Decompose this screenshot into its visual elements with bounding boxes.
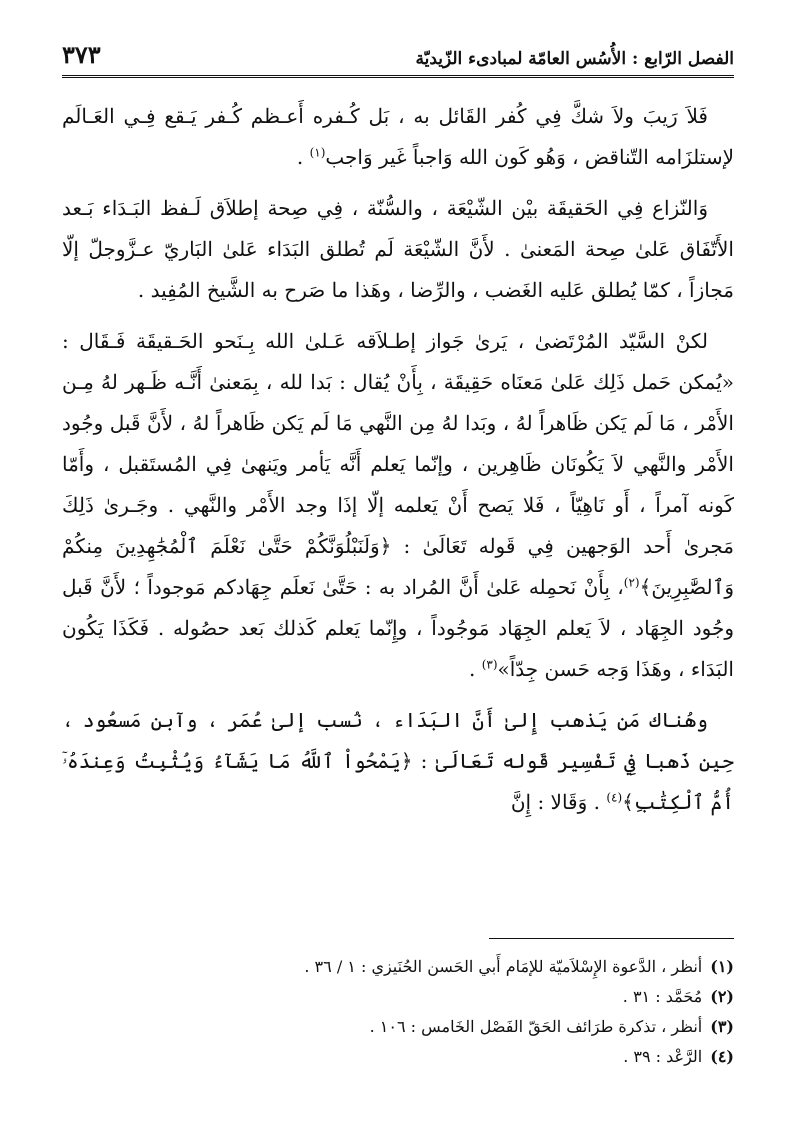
- footnote: [62, 1012, 734, 1042]
- footnote-divider: [489, 938, 734, 939]
- paragraph: [62, 700, 734, 823]
- footnote: [62, 1042, 734, 1072]
- paragraph-tail: ، بِأَنْ نَحمِله عَلىٰ أَنَّ المُراد به : حَتَّىٰ نَعلَم جِهَادكم مَوجوداً ؛ لأَنَّ قَبل وجُود الجِهَاد ، لاَ يَعلم الجِهَاد مَوجُوداً ، وإِنّما يَعلم كَذلك بَعد حصُوله . فَكَذَا يَكُون البَدَاء ، وهَذَا وَجه حَسن جِدّاً»: [62, 575, 734, 681]
- footnote-text: الرَّعْد : ٣٩ .: [623, 1047, 703, 1066]
- paragraph: [62, 96, 734, 178]
- paragraph-tail: .: [468, 657, 482, 681]
- footnote-text: أنظر ، تذكرة طرَائف الحَقّ الفَصْل الخَامس : ١٠٦ .: [369, 1017, 703, 1036]
- footnote-number: (٢): [710, 987, 734, 1006]
- page-header: [62, 30, 734, 78]
- footnote: [62, 982, 734, 1012]
- footnote-text: مُحَمَّد : ٣١ .: [622, 987, 703, 1006]
- paragraph-text: وهُناك مَن يَذهب إِلىٰ أَنَّ البَدَاء ، نُسب إلىٰ عُمَر ، وآبن مَسعُود ، حِين ذَهبا فِي تَفْسِير قَوله تَعَالَىٰ : ﴿يَمْحُواْ ٱللَّهُ مَا يَشَآءُ وَيُثْبِتُ وَعِندَهُۥٓ أُمُّ ٱلْكِتَٰبِ﴾: [62, 708, 734, 814]
- paragraph-text: لكنْ السَّيّد المُرْتَضىٰ ، يَرىٰ جَواز إطـلاَقه عَـلىٰ الله بِـنَحو الحَـقيقَة فَـقَال : «يُمكن حَمل ذَلِك عَلىٰ مَعنَاه حَقِيقَة ، بِأَنْ يُقال : بَدا لله ، بِمَعنىٰ أَنَّـه ظَـهر لهُ مِـن الأَمْر ، مَا لَم يَكن ظَاهراً لهُ ، وبَدا لهُ مِن النَّهي مَا لَم يَكن ظَاهراً لهُ ، لأَنَّ قَبل وجُود الأَمْر والنَّهي لاَ يَكُونَان ظَاهِرين ، وإنّما يَعلم أَنَّه يَأمر ويَنهىٰ فِي المُستَقبل ، وأَمّا كَونه آمراً ، أَو نَاهِيّاً ، فَلا يَصح أَنْ يَعلمه إلّا إذَا وجد الأَمْر والنَّهي . وجَـرىٰ ذَلِكَ مَجرىٰ أَحد الوَجهين فِي قَوله تَعَالَىٰ : ﴿وَلَنَبْلُوَنَّكُمْ حَتَّىٰ نَعْلَمَ ٱلْمُجَٰهِدِينَ مِنكُمْ وَٱلصَّٰبِرِينَ﴾: [62, 329, 734, 599]
- running-title: الفصل الرّابع : الأُسُس العامّة لمبادىء الزّيديّة: [415, 49, 734, 69]
- paragraph-tail: . وَقَالا : إِنَّ: [510, 790, 607, 814]
- main-text: [62, 96, 734, 833]
- paragraph-text: وَالنّزاع فِي الحَقيقَة بيْن الشّيْعَة ، والسُّنّة ، فِي صِحة إطلاَق لَـفظ البَـدَاء بَـعد الأَتّفَاق عَلىٰ صِحة المَعنىٰ . لأَنَّ الشّيْعَة لَم تُطلق البَدَاء عَلىٰ البَاريّ عـزَّوجلّ إلّا مَجازاً ، كمّا يُطلق عَليه الغَضب ، والرِّضا ، وهَذا ما صَرح به الشَّيخ المُفِيد .: [62, 196, 734, 302]
- footnote-ref: (٣): [481, 657, 498, 672]
- paragraph-tail: .: [296, 145, 310, 169]
- footnotes: [62, 952, 734, 1072]
- paragraph: [62, 188, 734, 311]
- footnote-ref: (٢): [623, 575, 640, 590]
- footnote-ref: (١): [309, 145, 326, 160]
- paragraph-text: فَلاَ رَيبَ ولاَ شكَّ فِي كُفر القَائل به ، بَل كُـفره أَعـظم كُـفر يَـقع فِـي العَـالَم لإستلزَامه التّناقض ، وَهُو كَون الله وَاجباً غَير وَاجب: [62, 104, 734, 169]
- footnote-text: أنظر ، الدَّعوة الإِسْلاَميّة للإمَام أَبي الحَسن الحُنَيزي : ١ / ٣٦ .: [304, 957, 703, 976]
- footnote: [62, 952, 734, 982]
- footnote-ref: (٤): [606, 790, 623, 805]
- paragraph: [62, 321, 734, 690]
- page-number: ٣٧٣: [62, 40, 101, 69]
- footnote-number: (٤): [710, 1047, 734, 1066]
- footnote-number: (١): [710, 957, 734, 976]
- footnote-number: (٣): [710, 1017, 734, 1036]
